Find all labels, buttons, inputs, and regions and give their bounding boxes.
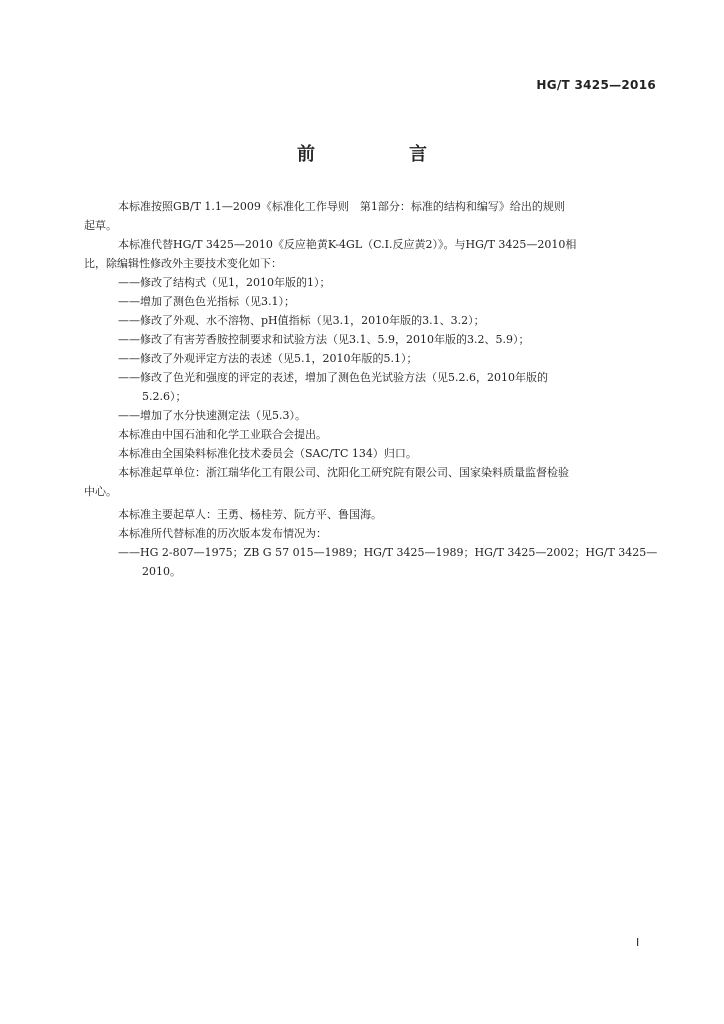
paragraph-line: 比，除编辑性修改外主要技术变化如下： (84, 257, 282, 270)
paragraph-line: 本标准所代替标准的历次版本发布情况为： (118, 527, 327, 540)
list-item: ——修改了结构式（见1，2010年版的1）； (118, 276, 331, 289)
paragraph-line: 本标准主要起草人：王勇、杨桂芳、阮方平、鲁国海。 (118, 508, 382, 521)
list-item: ——HG 2-807—1975；ZB G 57 015—1989；HG/T 3425—1989；HG/T 3425—2002；HG/T 3425— (118, 546, 658, 559)
paragraph-line: 中心。 (84, 485, 117, 498)
paragraph-line: 本标准按照GB/T 1.1—2009《标准化工作导则 第1部分：标准的结构和编写》给出的规则 (118, 200, 565, 213)
list-item: ——修改了外观、水不溶物、pH值指标（见3.1，2010年版的3.1、3.2）； (118, 314, 485, 327)
page-title: 前 言 (297, 144, 465, 165)
list-item: 2010。 (142, 565, 181, 578)
page-number: I (636, 936, 640, 949)
list-item: 5.2.6）； (142, 390, 187, 403)
paragraph-line: 起草。 (84, 219, 117, 232)
paragraph-line: 本标准由全国染料标准化技术委员会（SAC/TC 134）归口。 (118, 447, 417, 460)
standard-code: HG/T 3425—2016 (536, 78, 656, 92)
list-item: ——增加了测色色光指标（见3.1）； (118, 295, 295, 308)
paragraph-line: 本标准代替HG/T 3425—2010《反应艳黄K-4GL（C.I.反应黄2）》。与HG/T 3425—2010相 (118, 238, 577, 251)
paragraph-line: 本标准由中国石油和化学工业联合会提出。 (118, 428, 327, 441)
paragraph-line: 本标准起草单位：浙江瑞华化工有限公司、沈阳化工研究院有限公司、国家染料质量监督检验 (118, 466, 569, 479)
list-item: ——修改了色光和强度的评定的表述，增加了测色色光试验方法（见5.2.6，2010年版的 (118, 371, 548, 384)
list-item: ——增加了水分快速测定法（见5.3）。 (118, 409, 306, 422)
list-item: ——修改了有害芳香胺控制要求和试验方法（见3.1、5.9，2010年版的3.2、5.9）； (118, 333, 530, 346)
list-item: ——修改了外观评定方法的表述（见5.1，2010年版的5.1）； (118, 352, 418, 365)
